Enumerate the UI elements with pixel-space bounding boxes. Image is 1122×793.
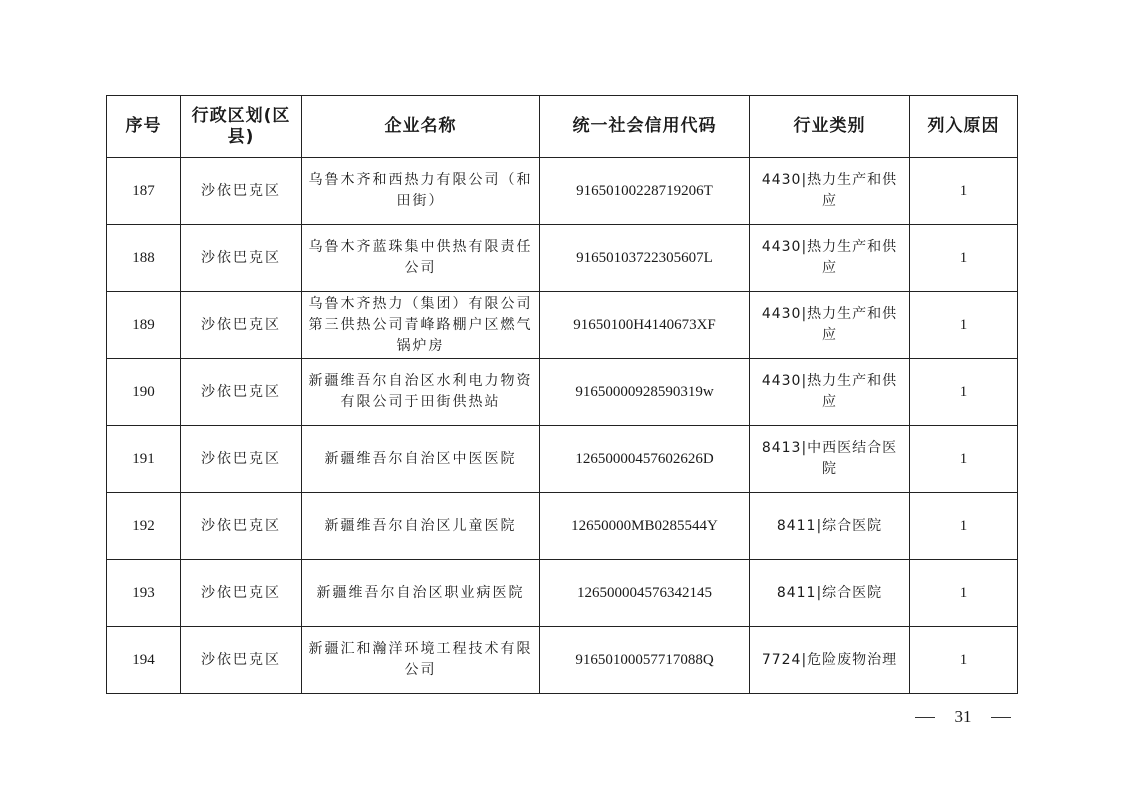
cell-company-name: 新疆维吾尔自治区职业病医院 xyxy=(302,560,540,627)
cell-serial-number: 193 xyxy=(107,560,181,627)
cell-district: 沙依巴克区 xyxy=(181,359,302,426)
table-row xyxy=(107,158,1018,225)
cell-company-name: 乌鲁木齐热力（集团）有限公司第三供热公司青峰路棚户区燃气锅炉房 xyxy=(302,292,540,359)
cell-district: 沙依巴克区 xyxy=(181,627,302,694)
cell-reason: 1 xyxy=(910,627,1018,694)
cell-reason: 1 xyxy=(910,426,1018,493)
cell-serial-number: 187 xyxy=(107,158,181,225)
table-header-row xyxy=(107,96,1018,158)
table-row xyxy=(107,359,1018,426)
cell-industry: 7724|危险废物治理 xyxy=(750,627,910,694)
cell-credit-code: 12650000457602626D xyxy=(540,426,750,493)
cell-district: 沙依巴克区 xyxy=(181,292,302,359)
cell-serial-number: 190 xyxy=(107,359,181,426)
cell-industry: 4430|热力生产和供应 xyxy=(750,292,910,359)
left-dash xyxy=(915,717,935,718)
header-company-name: 企业名称 xyxy=(302,96,540,158)
cell-company-name: 新疆汇和瀚洋环境工程技术有限公司 xyxy=(302,627,540,694)
cell-credit-code: 126500004576342145 xyxy=(540,560,750,627)
cell-industry: 8411|综合医院 xyxy=(750,493,910,560)
cell-company-name: 新疆维吾尔自治区儿童医院 xyxy=(302,493,540,560)
table-row xyxy=(107,627,1018,694)
cell-serial-number: 191 xyxy=(107,426,181,493)
cell-company-name: 乌鲁木齐蓝珠集中供热有限责任公司 xyxy=(302,225,540,292)
cell-industry: 4430|热力生产和供应 xyxy=(750,158,910,225)
cell-reason: 1 xyxy=(910,225,1018,292)
cell-district: 沙依巴克区 xyxy=(181,493,302,560)
table-row xyxy=(107,560,1018,627)
cell-reason: 1 xyxy=(910,158,1018,225)
cell-industry: 4430|热力生产和供应 xyxy=(750,225,910,292)
table-row xyxy=(107,292,1018,359)
header-reason: 列入原因 xyxy=(910,96,1018,158)
page-footer xyxy=(915,705,1011,729)
cell-serial-number: 188 xyxy=(107,225,181,292)
cell-district: 沙依巴克区 xyxy=(181,225,302,292)
cell-reason: 1 xyxy=(910,292,1018,359)
cell-industry: 4430|热力生产和供应 xyxy=(750,359,910,426)
cell-credit-code: 91650100H4140673XF xyxy=(540,292,750,359)
cell-company-name: 新疆维吾尔自治区水利电力物资有限公司于田街供热站 xyxy=(302,359,540,426)
table-row xyxy=(107,493,1018,560)
header-credit-code: 统一社会信用代码 xyxy=(540,96,750,158)
enterprise-table xyxy=(106,95,1018,694)
cell-serial-number: 189 xyxy=(107,292,181,359)
cell-reason: 1 xyxy=(910,493,1018,560)
cell-credit-code: 12650000MB0285544Y xyxy=(540,493,750,560)
cell-serial-number: 192 xyxy=(107,493,181,560)
cell-credit-code: 91650100057717088Q xyxy=(540,627,750,694)
cell-district: 沙依巴克区 xyxy=(181,560,302,627)
cell-district: 沙依巴克区 xyxy=(181,158,302,225)
cell-serial-number: 194 xyxy=(107,627,181,694)
cell-credit-code: 91650103722305607L xyxy=(540,225,750,292)
cell-reason: 1 xyxy=(910,359,1018,426)
page-number: 31 xyxy=(954,707,972,726)
cell-company-name: 乌鲁木齐和西热力有限公司（和田街） xyxy=(302,158,540,225)
cell-credit-code: 91650000928590319w xyxy=(540,359,750,426)
cell-reason: 1 xyxy=(910,560,1018,627)
header-district: 行政区划(区县) xyxy=(181,96,302,158)
table-row xyxy=(107,225,1018,292)
cell-district: 沙依巴克区 xyxy=(181,426,302,493)
cell-company-name: 新疆维吾尔自治区中医医院 xyxy=(302,426,540,493)
table-row xyxy=(107,426,1018,493)
header-serial-number: 序号 xyxy=(107,96,181,158)
header-industry: 行业类别 xyxy=(750,96,910,158)
cell-industry: 8411|综合医院 xyxy=(750,560,910,627)
cell-credit-code: 91650100228719206T xyxy=(540,158,750,225)
cell-industry: 8413|中西医结合医院 xyxy=(750,426,910,493)
right-dash xyxy=(991,717,1011,718)
